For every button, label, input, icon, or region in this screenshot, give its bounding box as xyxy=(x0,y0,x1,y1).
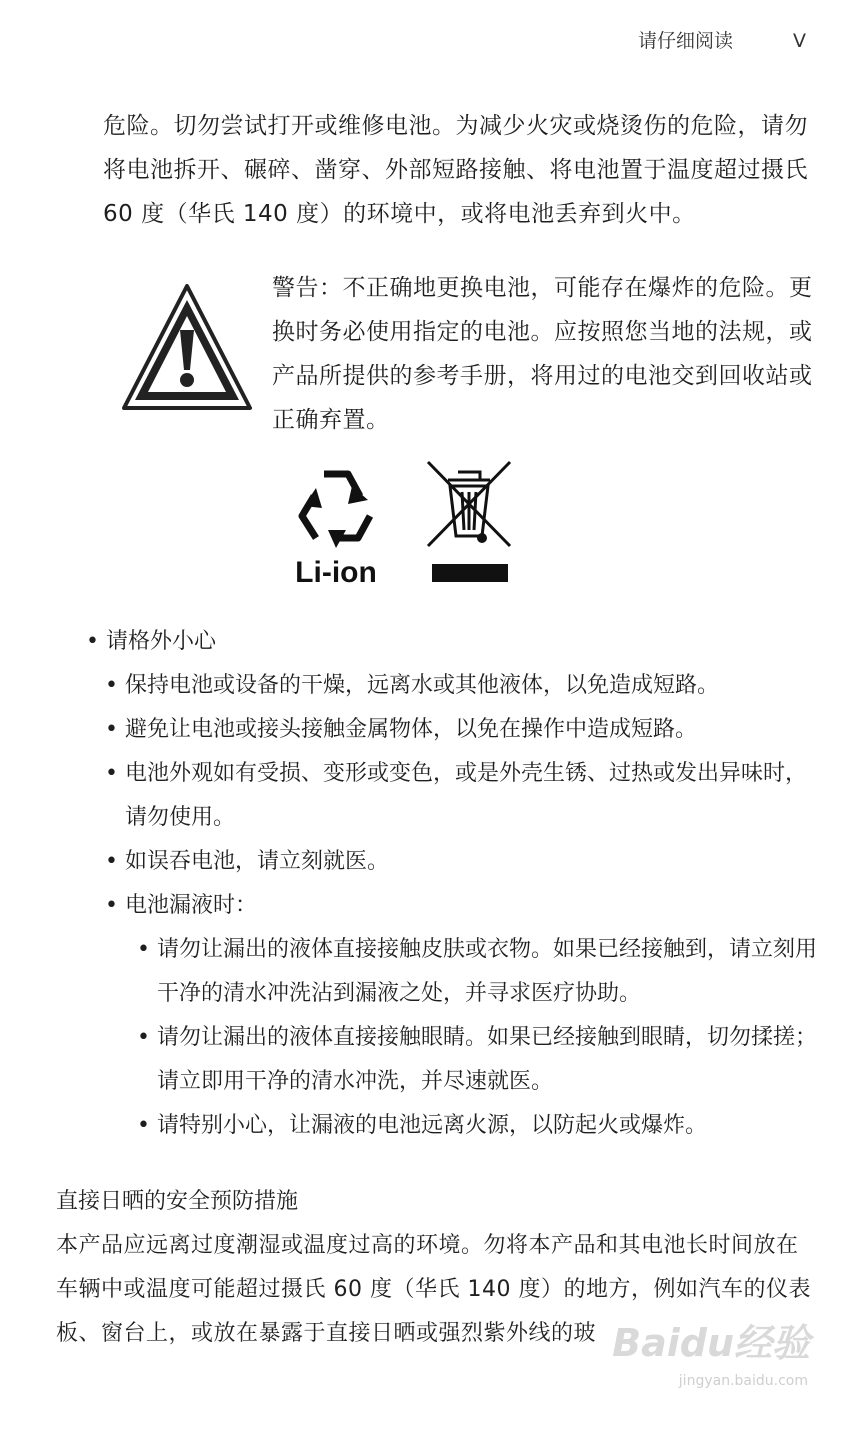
header-title: 请仔细阅读 xyxy=(637,30,733,52)
warning-paragraph: 警告：不正确地更换电池，可能存在爆炸的危险。更换时务必使用指定的电池。应按照您当地的法规，或产品所提供的参考手册，将用过的电池交到回收站或正确弃置。 xyxy=(272,275,813,433)
leak-list-item: • 请勿让漏出的液体直接接触皮肤或衣物。如果已经接触到，请立刻用干净的清水冲洗沾到漏液之处，并寻求医疗协助。 xyxy=(137,937,818,1006)
section-title: 直接日晒的安全预防措施 xyxy=(56,1189,299,1214)
list-item: • 保持电池或设备的干燥，远离水或其他液体，以免造成短路。 xyxy=(105,673,720,698)
warning-triangle-icon xyxy=(120,282,254,414)
crossed-bin-icon xyxy=(424,458,514,586)
page-number: V xyxy=(793,30,806,52)
baidu-watermark-logo: Baidu经验 xyxy=(612,1321,810,1365)
li-ion-label: Li-ion xyxy=(295,556,377,588)
list-item: • 电池外观如有受损、变形或变色，或是外壳生锈、过热或发出异味时，请勿使用。 xyxy=(105,761,808,830)
leak-list-item: • 请特别小心，让漏液的电池远离火源，以防起火或爆炸。 xyxy=(137,1113,708,1138)
list-item: • 避免让电池或接头接触金属物体，以免在操作中造成短路。 xyxy=(105,717,698,742)
caution-heading: • 请格外小心 xyxy=(86,629,217,654)
recycle-li-ion-icon xyxy=(286,460,386,588)
section-body: 本产品应远离过度潮湿或温度过高的环境。勿将本产品和其电池长时间放在车辆中或温度可能超过摄氏 60 度（华氏 140 度）的地方，例如汽车的仪表板、窗台上，或放在暴露于直接日晒或强烈紫外线的玻 xyxy=(56,1233,811,1346)
page-header xyxy=(638,26,806,53)
leak-list-item: • 请勿让漏出的液体直接接触眼睛。如果已经接触到眼睛，切勿揉搓；请立即用干净的清水冲洗，并尽速就医。 xyxy=(137,1025,818,1094)
list-item: • 电池漏液时： xyxy=(105,893,258,918)
list-item: • 如误吞电池，请立刻就医。 xyxy=(105,849,390,874)
watermark-url: jingyan.baidu.com xyxy=(678,1373,808,1389)
danger-paragraph: 危险。切勿尝试打开或维修电池。为减少火灾或烧烫伤的危险，请勿将电池拆开、碾碎、凿穿、外部短路接触、将电池置于温度超过摄氏 60 度（华氏 140 度）的环境中，或将电池丢弃到火中。 xyxy=(103,113,808,227)
